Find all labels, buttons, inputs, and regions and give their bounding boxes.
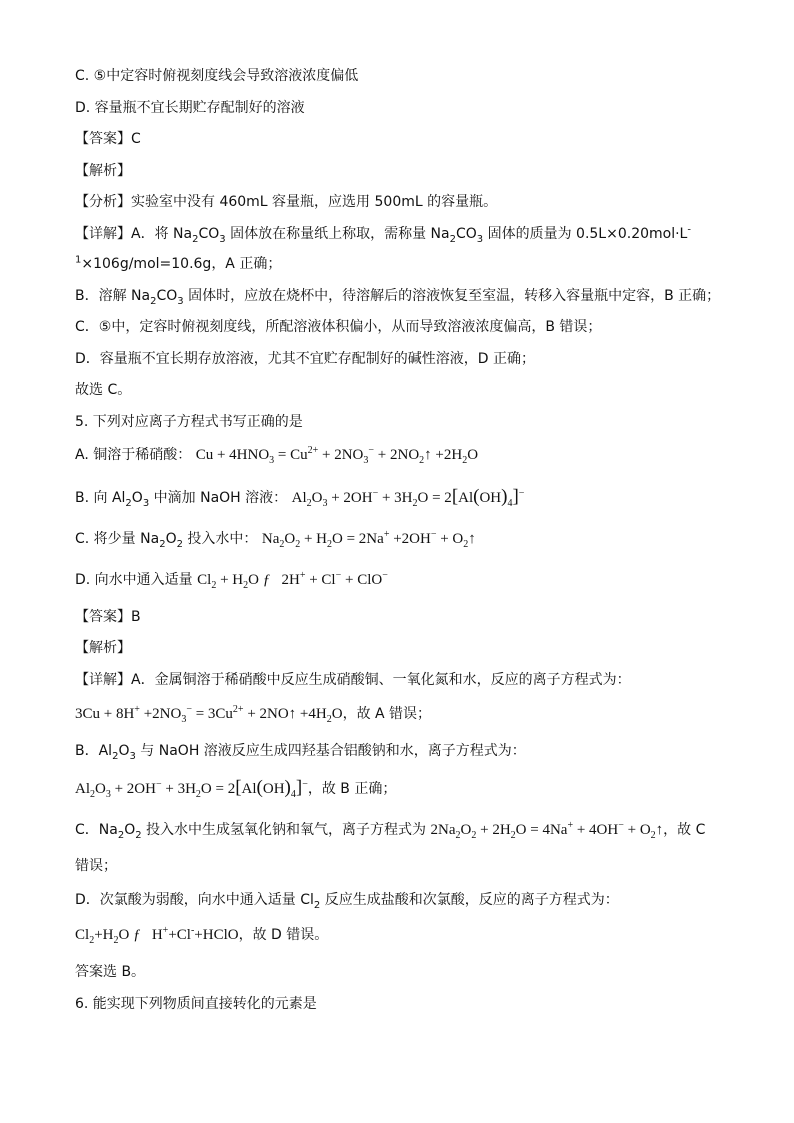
q5-option-d: D. 向水中通入适量 $Cl_2 + H_2O$ ƒ 2H+ + Cl− + ClO− <box>75 570 388 591</box>
equation-a: $Cu + 4HNO_3 = Cu^{2+} + 2NO_3^-$ + $2NO_2↑ +2H_2O$ <box>195 445 479 466</box>
detail-b: B．溶解 $Na_2CO_3$ 固体时，应放在烧杯中，待溶解后的溶液恢复至室温，转移入容量瓶中定容，B 正确； <box>75 288 721 307</box>
detail-c-2: C．$Na_2O_2$ 投入水中生成氢氧化钠和氧气，离子方程式为 $2Na_2O_2 + 2H_2O = 4Na^+ + 4OH^-$ + $O_2↑$，故 C <box>75 820 706 841</box>
detail-a-line2: $^1$×106g/mol=10.6g，A 正确； <box>75 254 282 272</box>
option-d: D. 容量瓶不宜长期贮存配制好的溶液 <box>75 100 305 116</box>
detail-c-2-cont: 错误； <box>75 858 117 874</box>
detail-c: C．⑤中，定容时俯视刻度线，所配溶液体积偏小，从而导致溶液浓度偏高，B 错误； <box>75 319 602 335</box>
detail-d-2-equation: $Cl_2+H_2O$ ƒ H++Cl-+HClO，故 D 错误。 <box>75 925 329 946</box>
analysis-heading-2: 【解析】 <box>75 640 131 656</box>
detail-d: D．容量瓶不宜长期存放溶液，尤其不宜贮存配制好的碱性溶液，D 正确； <box>75 351 536 367</box>
question-6-title: 6. 能实现下列物质间直接转化的元素是 <box>75 996 317 1012</box>
equation-b: $Al_2O_3 + 2OH^- + 3H_2O = 2[Al(OH)_4]^-$ <box>291 486 525 509</box>
q5-option-a: A. 铜溶于稀硝酸： $Cu + 4HNO_3 = Cu^{2+} + 2NO_3^-$ + $2NO_2↑ +2H_2O$ <box>75 445 479 466</box>
analysis-text: 【分析】实验室中没有 460mL 容量瓶，应选用 500mL 的容量瓶。 <box>75 194 498 210</box>
option-c: C. ⑤中定容时俯视刻度线会导致溶液浓度偏低 <box>75 68 359 84</box>
detail-b-2-equation: $Al_2O_3 + 2OH^- + 3H_2O = 2[Al(OH)_4]^-$，故 B 正确； <box>75 777 397 800</box>
analysis-heading: 【解析】 <box>75 163 131 179</box>
equation-d: $Cl_2 + H_2O$ ƒ 2H+ + Cl− + ClO− <box>197 570 388 591</box>
detail-a-2-equation: $3Cu + 8H^+ +2NO_3^- = 3Cu^{2+}$ + 2NO↑ $+4H_2O$，故 A 错误； <box>75 704 432 725</box>
equation-c: $Na_2O_2 + H_2O = 2Na^+ +2OH^-$ + $O_2↑$ <box>261 529 476 550</box>
answer-label-2: 【答案】B <box>75 609 141 625</box>
answer-label: 【答案】C <box>75 131 141 147</box>
question-5-title: 5. 下列对应离子方程式书写正确的是 <box>75 414 303 430</box>
detail-a-2: 【详解】A．金属铜溶于稀硝酸中反应生成硝酸铜、一氧化氮和水，反应的离子方程式为： <box>75 672 631 688</box>
final-answer: 答案选 B。 <box>75 964 146 980</box>
detail-d-2: D．次氯酸为弱酸，向水中通入适量 $Cl_2$ 反应生成盐酸和次氯酸，反应的离子方程式为： <box>75 892 619 911</box>
detail-b-2: B．$Al_2O_3$ 与 NaOH 溶液反应生成四羟基合铝酸钠和水，离子方程式为： <box>75 743 526 762</box>
q5-option-c: C. 将少量 $Na_2O_2$ 投入水中： $Na_2O_2 + H_2O = 2Na^+ +2OH^-$ + $O_2↑$ <box>75 529 476 550</box>
q5-option-b: B. 向 $Al_2O_3$ 中滴加 NaOH 溶液： $Al_2O_3 + 2OH^- + 3H_2O = 2[Al(OH)_4]^-$ <box>75 486 525 509</box>
conclusion: 故选 C。 <box>75 382 132 398</box>
detail-a-line1: 【详解】A．将 $Na_2CO_3$ 固体放在称量纸上称取，需称量 $Na_2CO_3$ 固体的质量为 0.5L×0.20mol·L- <box>75 224 691 245</box>
